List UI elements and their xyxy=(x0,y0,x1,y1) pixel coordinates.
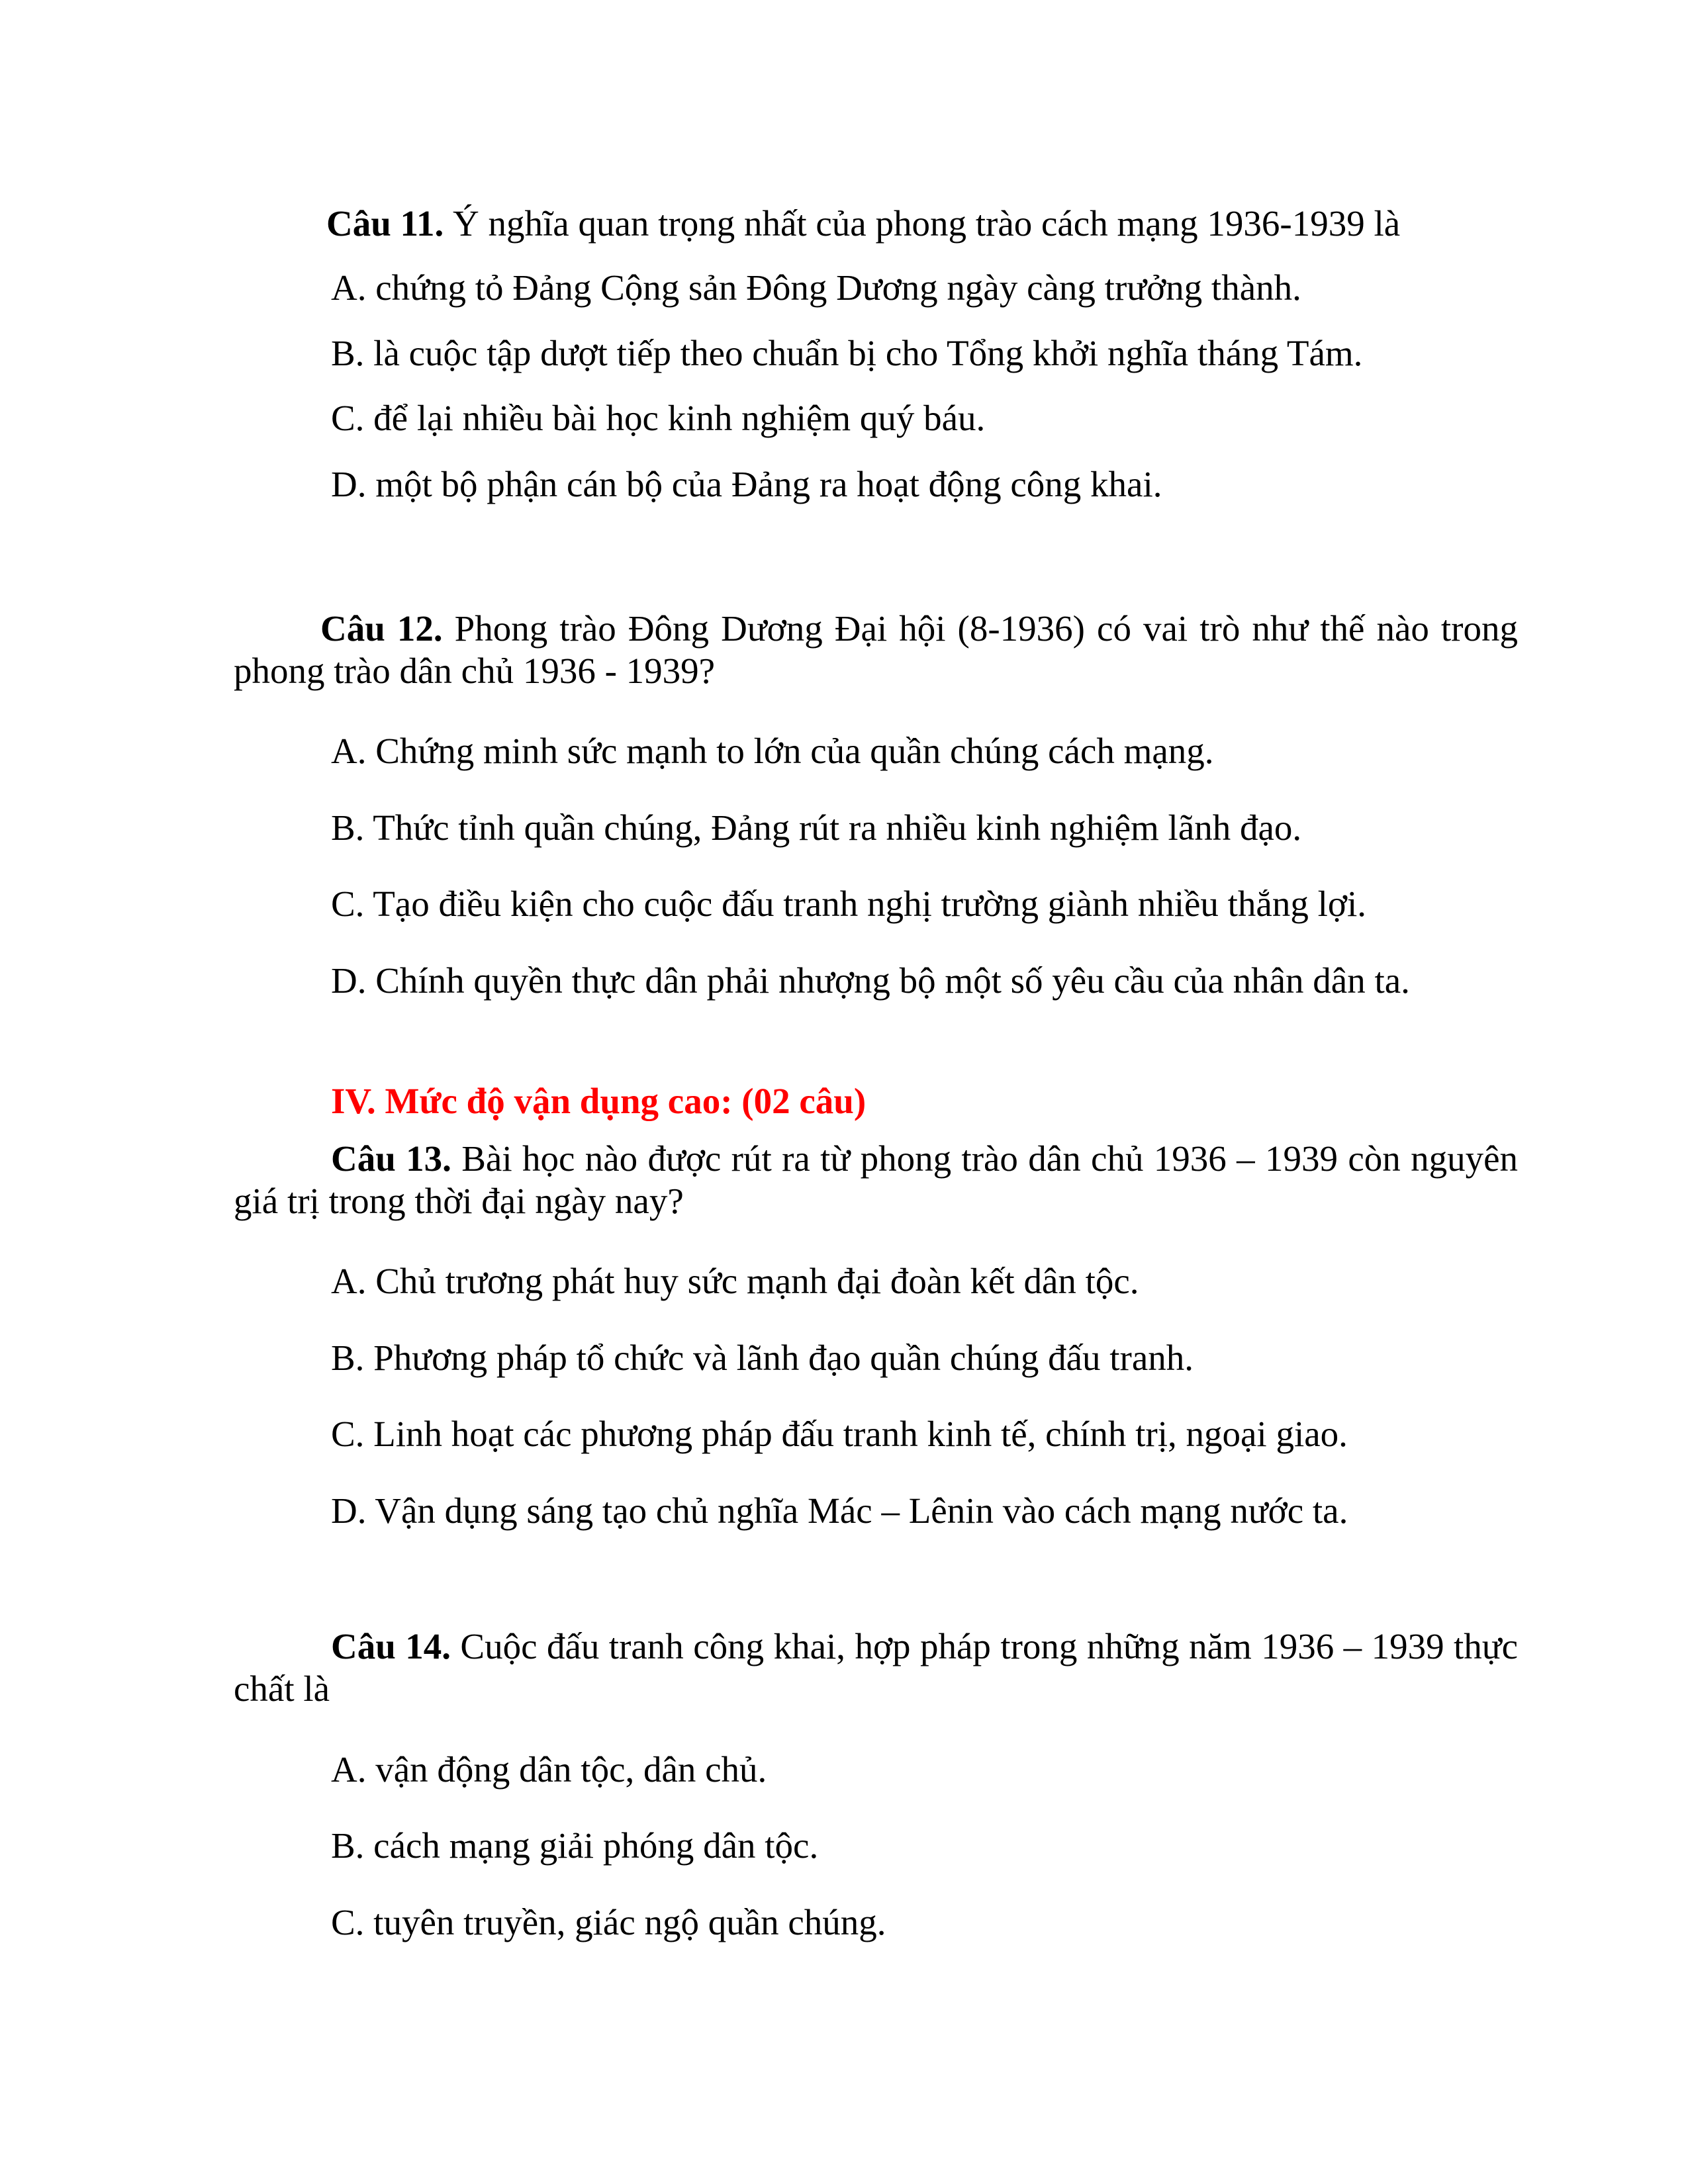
question-12-stem xyxy=(234,608,1518,692)
question-13-stem xyxy=(234,1138,1518,1222)
question-11-stem xyxy=(326,203,1400,245)
question-13-option-c: C. Linh hoạt các phương pháp đấu tranh kinh tế, chính trị, ngoại giao. xyxy=(331,1414,1348,1454)
question-11-text: Ý nghĩa quan trọng nhất của phong trào cách mạng 1936-1939 là xyxy=(444,203,1401,244)
question-14-label: Câu 14. xyxy=(331,1626,451,1666)
question-12-option-d: D. Chính quyền thực dân phải nhượng bộ một số yêu cầu của nhân dân ta. xyxy=(331,960,1410,1001)
question-11-option-a: A. chứng tỏ Đảng Cộng sản Đông Dương ngày càng trưởng thành. xyxy=(331,267,1301,308)
question-13-option-d: D. Vận dụng sáng tạo chủ nghĩa Mác – Lênin vào cách mạng nước ta. xyxy=(331,1490,1348,1531)
question-11-option-b: B. là cuộc tập dượt tiếp theo chuẩn bị cho Tổng khởi nghĩa tháng Tám. xyxy=(331,333,1363,373)
question-14-option-a: A. vận động dân tộc, dân chủ. xyxy=(331,1749,767,1790)
question-12-option-c: C. Tạo điều kiện cho cuộc đấu tranh nghị trường giành nhiều thắng lợi. xyxy=(331,884,1366,924)
question-13-text: Bài học nào được rút ra từ phong trào dân chủ 1936 – 1939 còn nguyên giá trị trong thời đại ngày nay? xyxy=(234,1138,1518,1221)
question-13-option-a: A. Chủ trương phát huy sức mạnh đại đoàn kết dân tộc. xyxy=(331,1261,1139,1301)
question-12-label: Câu 12. xyxy=(320,608,443,649)
question-14-text: Cuộc đấu tranh công khai, hợp pháp trong những năm 1936 – 1939 thực chất là xyxy=(234,1626,1519,1709)
question-14-option-c: C. tuyên truyền, giác ngộ quần chúng. xyxy=(331,1902,886,1942)
section-heading: IV. Mức độ vận dụng cao: (02 câu) xyxy=(331,1081,867,1121)
question-12-text: Phong trào Đông Dương Đại hội (8-1936) có vai trò như thế nào trong phong trào dân chủ 1936 - 1939? xyxy=(234,608,1518,691)
question-12-option-a: A. Chứng minh sức mạnh to lớn của quần chúng cách mạng. xyxy=(331,731,1214,771)
question-12-option-b: B. Thức tỉnh quần chúng, Đảng rút ra nhiều kinh nghiệm lãnh đạo. xyxy=(331,807,1302,848)
question-11-label: Câu 11. xyxy=(326,203,444,244)
question-11-option-d: D. một bộ phận cán bộ của Đảng ra hoạt động công khai. xyxy=(331,464,1162,504)
question-11-option-c: C. để lại nhiều bài học kinh nghiệm quý báu. xyxy=(331,398,986,438)
question-13-option-b: B. Phương pháp tổ chức và lãnh đạo quần chúng đấu tranh. xyxy=(331,1338,1194,1378)
question-14-option-b: B. cách mạng giải phóng dân tộc. xyxy=(331,1825,819,1866)
question-14-stem xyxy=(234,1625,1518,1710)
question-13-label: Câu 13. xyxy=(331,1138,451,1179)
